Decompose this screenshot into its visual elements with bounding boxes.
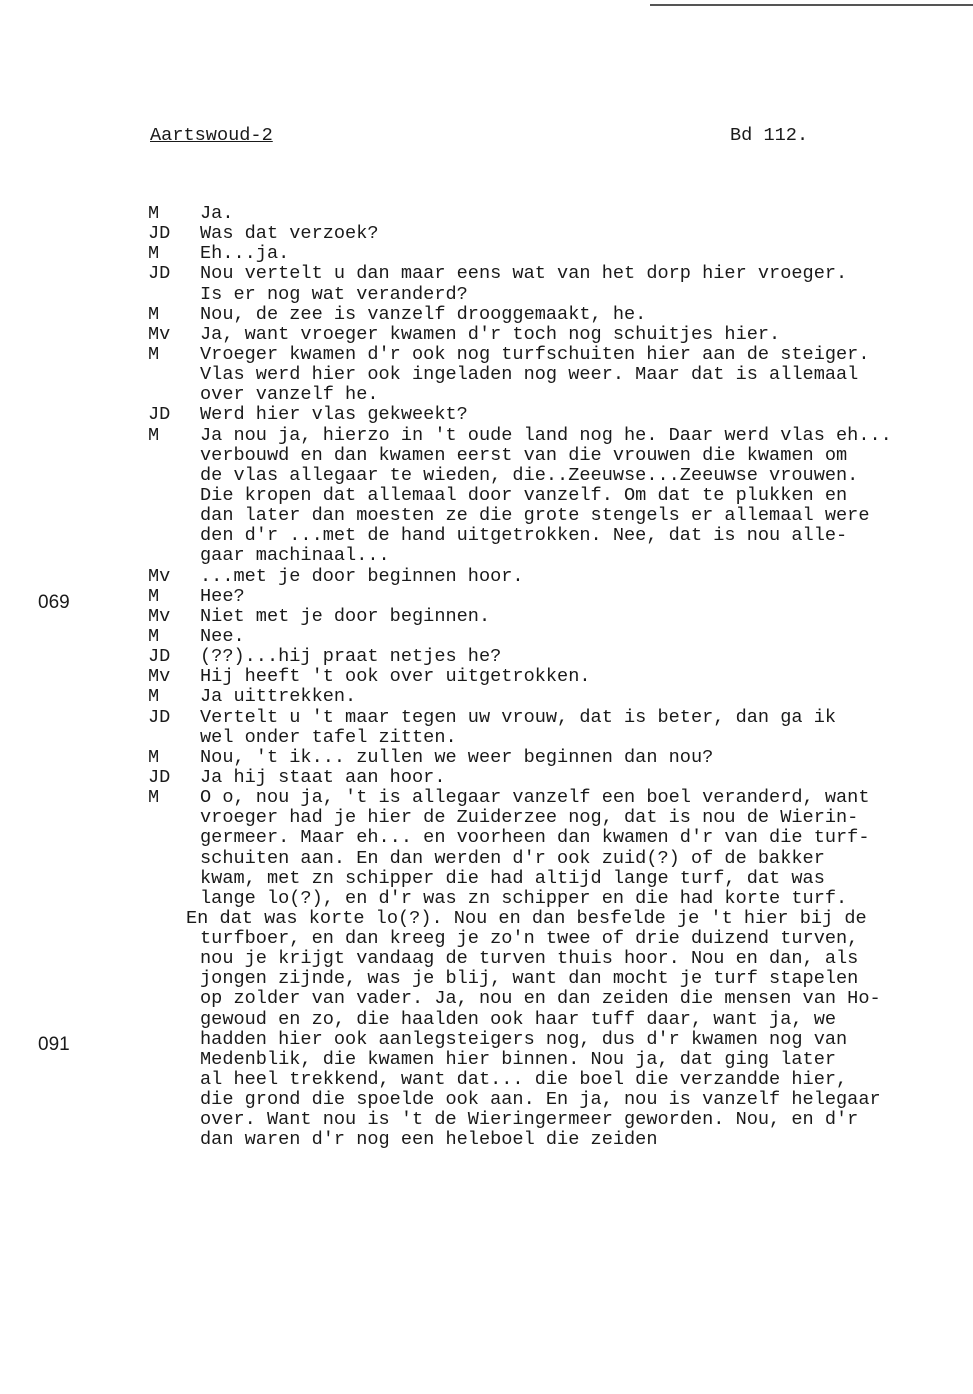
transcript-line xyxy=(148,446,968,466)
speaker-label xyxy=(148,869,200,889)
transcript-line xyxy=(148,1070,968,1090)
speaker-label xyxy=(148,929,200,949)
spoken-text: Die kropen dat allemaal door vanzelf. Om dat te plukken en xyxy=(200,484,848,506)
speaker-label xyxy=(148,808,200,828)
spoken-text: Werd hier vlas gekweekt? xyxy=(200,404,468,426)
transcript-line xyxy=(148,506,968,526)
spoken-text: germeer. Maar eh... en voorheen dan kwamen d'r van die turf- xyxy=(200,827,870,849)
top-rule xyxy=(650,4,973,6)
speaker-label xyxy=(148,1070,200,1090)
margin-counter-number: 091 xyxy=(38,1034,70,1055)
document-location-header: Aartswoud-2 xyxy=(150,125,273,146)
speaker-label: M xyxy=(148,424,160,446)
transcript-line xyxy=(148,647,968,667)
spoken-text: al heel trekkend, want dat... die boel die verzandde hier, xyxy=(200,1069,848,1091)
speaker-label xyxy=(148,506,200,526)
spoken-text: vroeger had je hier de Zuiderzee nog, dat is nou de Wierin- xyxy=(200,807,859,829)
transcript-line xyxy=(148,929,968,949)
spoken-text: kwam, met zn schipper die had altijd lange turf, dat was xyxy=(200,867,825,889)
spoken-text: over vanzelf he. xyxy=(200,384,379,406)
speaker-label: JD xyxy=(148,404,171,426)
speaker-label: JD xyxy=(148,223,171,245)
transcript-line xyxy=(148,607,968,627)
speaker-label xyxy=(148,949,200,969)
spoken-text: nou je krijgt vandaag de turven thuis hoor. Nou en dan, als xyxy=(200,948,859,970)
spoken-text: Ja nou ja, hierzo in 't oude land nog he. Daar werd vlas eh... xyxy=(200,424,892,446)
transcript-line xyxy=(148,1010,968,1030)
spoken-text: Nou, de zee is vanzelf drooggemaakt, he. xyxy=(200,303,647,325)
transcript-body xyxy=(148,204,968,1151)
transcript-line xyxy=(148,1130,968,1150)
speaker-label: Mv xyxy=(148,666,171,688)
spoken-text: Eh...ja. xyxy=(200,243,290,265)
speaker-label xyxy=(148,969,200,989)
transcript-line xyxy=(148,1030,968,1050)
spoken-text: O o, nou ja, 't is allegaar vanzelf een boel veranderd, want xyxy=(200,787,870,809)
spoken-text: Is er nog wat veranderd? xyxy=(200,283,468,305)
speaker-label: JD xyxy=(148,263,171,285)
spoken-text: Medenblik, die kwamen hier binnen. Nou ja, dat ging later xyxy=(200,1048,837,1070)
speaker-label xyxy=(148,1130,200,1150)
spoken-text: Ja. xyxy=(200,203,234,224)
speaker-label xyxy=(148,728,200,748)
speaker-label: M xyxy=(148,625,160,647)
transcript-line xyxy=(148,244,968,264)
transcript-line xyxy=(148,466,968,486)
speaker-label: M xyxy=(148,243,160,265)
spoken-text: jongen zijnde, was je blij, want dan mocht je turf stapelen xyxy=(200,968,859,990)
spoken-text: Nou vertelt u dan maar eens wat van het dorp hier vroeger. xyxy=(200,263,848,285)
spoken-text: dan waren d'r nog een heleboel die zeiden xyxy=(200,1129,658,1151)
spoken-text: Vlas werd hier ook ingeladen nog weer. Maar dat is allemaal xyxy=(200,364,859,386)
speaker-label: M xyxy=(148,787,160,809)
spoken-text: gaar machinaal... xyxy=(200,545,390,567)
transcript-line xyxy=(148,204,968,224)
transcript-line xyxy=(148,849,968,869)
speaker-label xyxy=(148,909,186,929)
spoken-text: Niet met je door beginnen. xyxy=(200,605,491,627)
speaker-label xyxy=(148,828,200,848)
speaker-label xyxy=(148,385,200,405)
spoken-text: den d'r ...met de hand uitgetrokken. Nee, dat is nou alle- xyxy=(200,525,848,547)
speaker-label: M xyxy=(148,585,160,607)
transcript-line xyxy=(148,546,968,566)
spoken-text: Nee. xyxy=(200,625,245,647)
speaker-label xyxy=(148,1090,200,1110)
speaker-label xyxy=(148,546,200,566)
spoken-text: dan later dan moesten ze die grote stengels er allemaal were xyxy=(200,505,870,527)
transcript-line xyxy=(148,869,968,889)
transcript-line xyxy=(148,587,968,607)
transcript-line xyxy=(148,405,968,425)
speaker-label xyxy=(148,989,200,1009)
speaker-label: Mv xyxy=(148,605,171,627)
spoken-text: lange lo(?), en d'r was zn schipper en die had korte turf. xyxy=(200,887,848,909)
transcript-line xyxy=(148,949,968,969)
spoken-text: hadden hier ook aanlegsteigers nog, dus d'r kwamen nog van xyxy=(200,1028,848,1050)
spoken-text: ...met je door beginnen hoor. xyxy=(200,565,524,587)
speaker-label: M xyxy=(148,203,160,224)
speaker-label: M xyxy=(148,343,160,365)
transcript-line xyxy=(148,305,968,325)
speaker-label xyxy=(148,466,200,486)
spoken-text: over. Want nou is 't de Wieringermeer geworden. Nou, en d'r xyxy=(200,1109,859,1131)
speaker-label: M xyxy=(148,686,160,708)
transcript-line xyxy=(148,1050,968,1070)
transcript-line xyxy=(148,768,968,788)
spoken-text: Vroeger kwamen d'r ook nog turfschuiten hier aan de steiger. xyxy=(200,343,870,365)
transcript-line xyxy=(148,1110,968,1130)
speaker-label: JD xyxy=(148,766,171,788)
speaker-label xyxy=(148,889,200,909)
transcript-line xyxy=(148,687,968,707)
transcript-line xyxy=(148,667,968,687)
speaker-label xyxy=(148,285,200,305)
transcript-line xyxy=(148,627,968,647)
transcript-line xyxy=(148,788,968,808)
transcript-line xyxy=(148,426,968,446)
transcript-line xyxy=(148,264,968,284)
spoken-text: Ja hij staat aan hoor. xyxy=(200,766,446,788)
spoken-text: Nou, 't ik... zullen we weer beginnen dan nou? xyxy=(200,746,714,768)
transcript-line xyxy=(148,748,968,768)
spoken-text: En dat was korte lo(?). Nou en dan besfelde je 't hier bij de xyxy=(186,907,867,929)
spoken-text: Hee? xyxy=(200,585,245,607)
speaker-label: JD xyxy=(148,646,171,668)
speaker-label xyxy=(148,1110,200,1130)
spoken-text: Vertelt u 't maar tegen uw vrouw, dat is beter, dan ga ik xyxy=(200,706,837,728)
transcript-line xyxy=(148,567,968,587)
spoken-text: Ja, want vroeger kwamen d'r toch nog schuitjes hier. xyxy=(200,323,781,345)
speaker-label: M xyxy=(148,303,160,325)
speaker-label xyxy=(148,1030,200,1050)
speaker-label xyxy=(148,1050,200,1070)
spoken-text: op zolder van vader. Ja, nou en dan zeiden die mensen van Ho- xyxy=(200,988,881,1010)
transcript-line xyxy=(148,1090,968,1110)
spoken-text: gewoud en zo, die haalden ook haar tuff daar, want ja, we xyxy=(200,1008,837,1030)
spoken-text: die grond die spoelde ook aan. En ja, nou is vanzelf helegaar xyxy=(200,1089,881,1111)
speaker-label xyxy=(148,849,200,869)
transcript-line xyxy=(148,285,968,305)
transcript-line xyxy=(148,526,968,546)
speaker-label xyxy=(148,526,200,546)
spoken-text: schuiten aan. En dan werden d'r ook zuid(?) of de bakker xyxy=(200,847,825,869)
speaker-label: Mv xyxy=(148,323,171,345)
speaker-label xyxy=(148,365,200,385)
transcript-line xyxy=(148,365,968,385)
transcript-line xyxy=(148,385,968,405)
spoken-text: (??)...hij praat netjes he? xyxy=(200,646,502,668)
speaker-label: JD xyxy=(148,706,171,728)
page-reference: Bd 112. xyxy=(730,125,809,146)
spoken-text: verbouwd en dan kwamen eerst van die vrouwen die kwamen om xyxy=(200,444,848,466)
transcript-line xyxy=(148,325,968,345)
speaker-label xyxy=(148,1010,200,1030)
margin-counter-number: 069 xyxy=(38,592,70,613)
speaker-label xyxy=(148,446,200,466)
spoken-text: turfboer, en dan kreeg je zo'n twee of drie duizend turven, xyxy=(200,928,859,950)
speaker-label xyxy=(148,486,200,506)
transcript-line xyxy=(148,909,968,929)
speaker-label: M xyxy=(148,746,160,768)
transcript-line xyxy=(148,808,968,828)
transcript-line xyxy=(148,889,968,909)
spoken-text: Ja uittrekken. xyxy=(200,686,357,708)
transcript-line xyxy=(148,224,968,244)
spoken-text: Was dat verzoek? xyxy=(200,223,379,245)
transcript-line xyxy=(148,989,968,1009)
speaker-label: Mv xyxy=(148,565,171,587)
spoken-text: wel onder tafel zitten. xyxy=(200,726,457,748)
transcript-line xyxy=(148,728,968,748)
spoken-text: Hij heeft 't ook over uitgetrokken. xyxy=(200,666,591,688)
transcript-line xyxy=(148,828,968,848)
transcript-line xyxy=(148,486,968,506)
transcript-line xyxy=(148,708,968,728)
transcript-line xyxy=(148,969,968,989)
spoken-text: de vlas allegaar te wieden, die..Zeeuwse...Zeeuwse vrouwen. xyxy=(200,464,859,486)
transcript-line xyxy=(148,345,968,365)
